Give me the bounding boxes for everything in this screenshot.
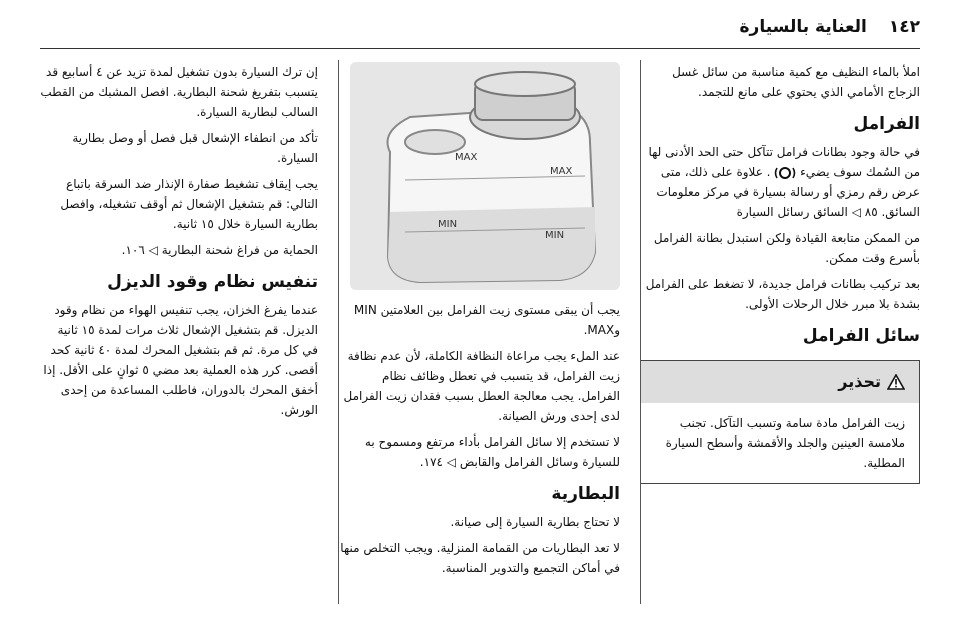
brakes-heading: الفرامل xyxy=(853,114,920,134)
column-right xyxy=(640,62,920,602)
fluid-type-text: لا تستخدم إلا سائل الفرامل بأداء مرتفع ومسموح به للسيارة وسائل الفرامل والقابض ◁ ١٧٤. xyxy=(364,435,620,469)
battery-storage-text: إن ترك السيارة بدون تشغيل لمدة تزيد عن ٤ أسابيع قد يتسبب بتفريغ شحنة البطارية. افصل المشبك من القطب السالب لبطارية السيارة. xyxy=(40,65,318,119)
warning-triangle-icon xyxy=(887,374,905,390)
brake-fluid-reservoir-figure xyxy=(350,62,620,290)
brakes-paragraph-1: في حالة وجود بطانات فرامل تتآكل حتى الحد الأدنى لها من السُمك سوف يضيء . علاوة على ذلك، متى عرض رقم رمزي أو رسالة بسيارة في مركز معلومات السائق. ٨٥ ◁ السائق رسائل السيارة xyxy=(648,145,920,219)
fluid-cleanliness-text: عند الملء يجب مراعاة النظافة الكاملة، لأن عدم نظافة زيت الفرامل، قد يتسبب في تعطل وظائف نظام الفرامل. يجب معالجة العطل بسبب فقدان زيت الفرامل لدى إحدى ورش الصيانة. xyxy=(343,349,620,423)
brake-warning-icon xyxy=(774,166,796,180)
battery-paragraph-1: لا تحتاج بطارية السيارة إلى صيانة. xyxy=(450,515,620,529)
min-mark-right: MIN xyxy=(545,230,565,241)
ignition-off-text: تأكد من انطفاء الإشعال قبل فصل أو وصل بطارية السيارة. xyxy=(72,131,318,165)
column-left xyxy=(40,62,318,602)
max-mark-left: MAX xyxy=(455,152,478,163)
battery-heading: البطارية xyxy=(551,484,620,504)
diesel-bleed-heading: تنفيس نظام وقود الديزل xyxy=(107,272,318,292)
header-rule xyxy=(40,48,920,49)
diesel-bleed-text: عندما يفرغ الخزان، يجب تنفيس الهواء من نظام وقود الديزل. قم بتشغيل الإشعال ثلاث مرات لمدة ١٥ ثانية في كل مرة. ثم قم بتشغيل المحرك لمدة ٤٠ ثانية كحد أقصى. كرر هذه العملية بعد مضي ٥ ثوانٍ على الأقل. إذا أخفق المحرك بالدوران، فاطلب المساعدة من إحدى الورش. xyxy=(43,303,318,417)
column-divider xyxy=(640,60,641,604)
warning-box xyxy=(640,360,920,484)
reservoir-illustration xyxy=(350,62,620,290)
brake-fluid-heading: سائل الفرامل xyxy=(802,326,920,346)
min-mark-left: MIN xyxy=(438,219,458,230)
warning-text: زيت الفرامل مادة سامة وتسبب التآكل. تجنب ملامسة العينين والجلد والأقمشة وأسطح السيارة المطلية. xyxy=(665,416,905,470)
brakes-paragraph-2: من الممكن متابعة القيادة ولكن استبدل بطانة الفرامل بأسرع وقت ممكن. xyxy=(653,231,920,265)
washer-fluid-text: املأ بالماء النظيف مع كمية مناسبة من سائل غسل الزجاج الأمامي الذي يحتوي على مانع للتجمد. xyxy=(672,65,920,99)
page-number: ١٤٢ xyxy=(888,17,920,37)
fluid-level-text: يجب أن يبقى مستوى زيت الفرامل بين العلامتين MIN وMAX. xyxy=(353,303,620,337)
alarm-deactivation-text: يجب إيقاف تشغيط صفارة الإنذار ضد السرقة باتباع التالي: قم بتشغيل الإشعال ثم أوقف تشغيله، وافصل بطارية السيارة خلال ١٥ ثانية. xyxy=(60,177,318,231)
page-header xyxy=(40,12,920,42)
column-middle xyxy=(338,62,620,602)
max-mark-right: MAX xyxy=(550,166,573,177)
brakes-paragraph-3: بعد تركيب بطانات فرامل جديدة، لا تضغط على الفرامل بشدة بلا مبرر خلال الرحلات الأولى. xyxy=(645,277,920,311)
page-reference: ◁ ١٠٦. xyxy=(121,243,158,257)
battery-paragraph-2: لا تعد البطاريات من القمامة المنزلية. ويجب التخلص منها في أماكن التجميع والتدوير المناسبة. xyxy=(340,541,620,575)
page-reference: ◁ ١٧٤. xyxy=(419,455,457,469)
page-title: العناية بالسيارة xyxy=(739,17,867,37)
page-reference: ٨٥ ◁ السائق رسائل السيارة xyxy=(736,205,878,219)
column-divider xyxy=(338,60,339,604)
warning-title: تحذير xyxy=(838,372,881,391)
battery-protection-text: الحماية من فراغ شحنة البطارية ◁ ١٠٦. xyxy=(121,243,318,257)
warning-header xyxy=(641,361,919,403)
